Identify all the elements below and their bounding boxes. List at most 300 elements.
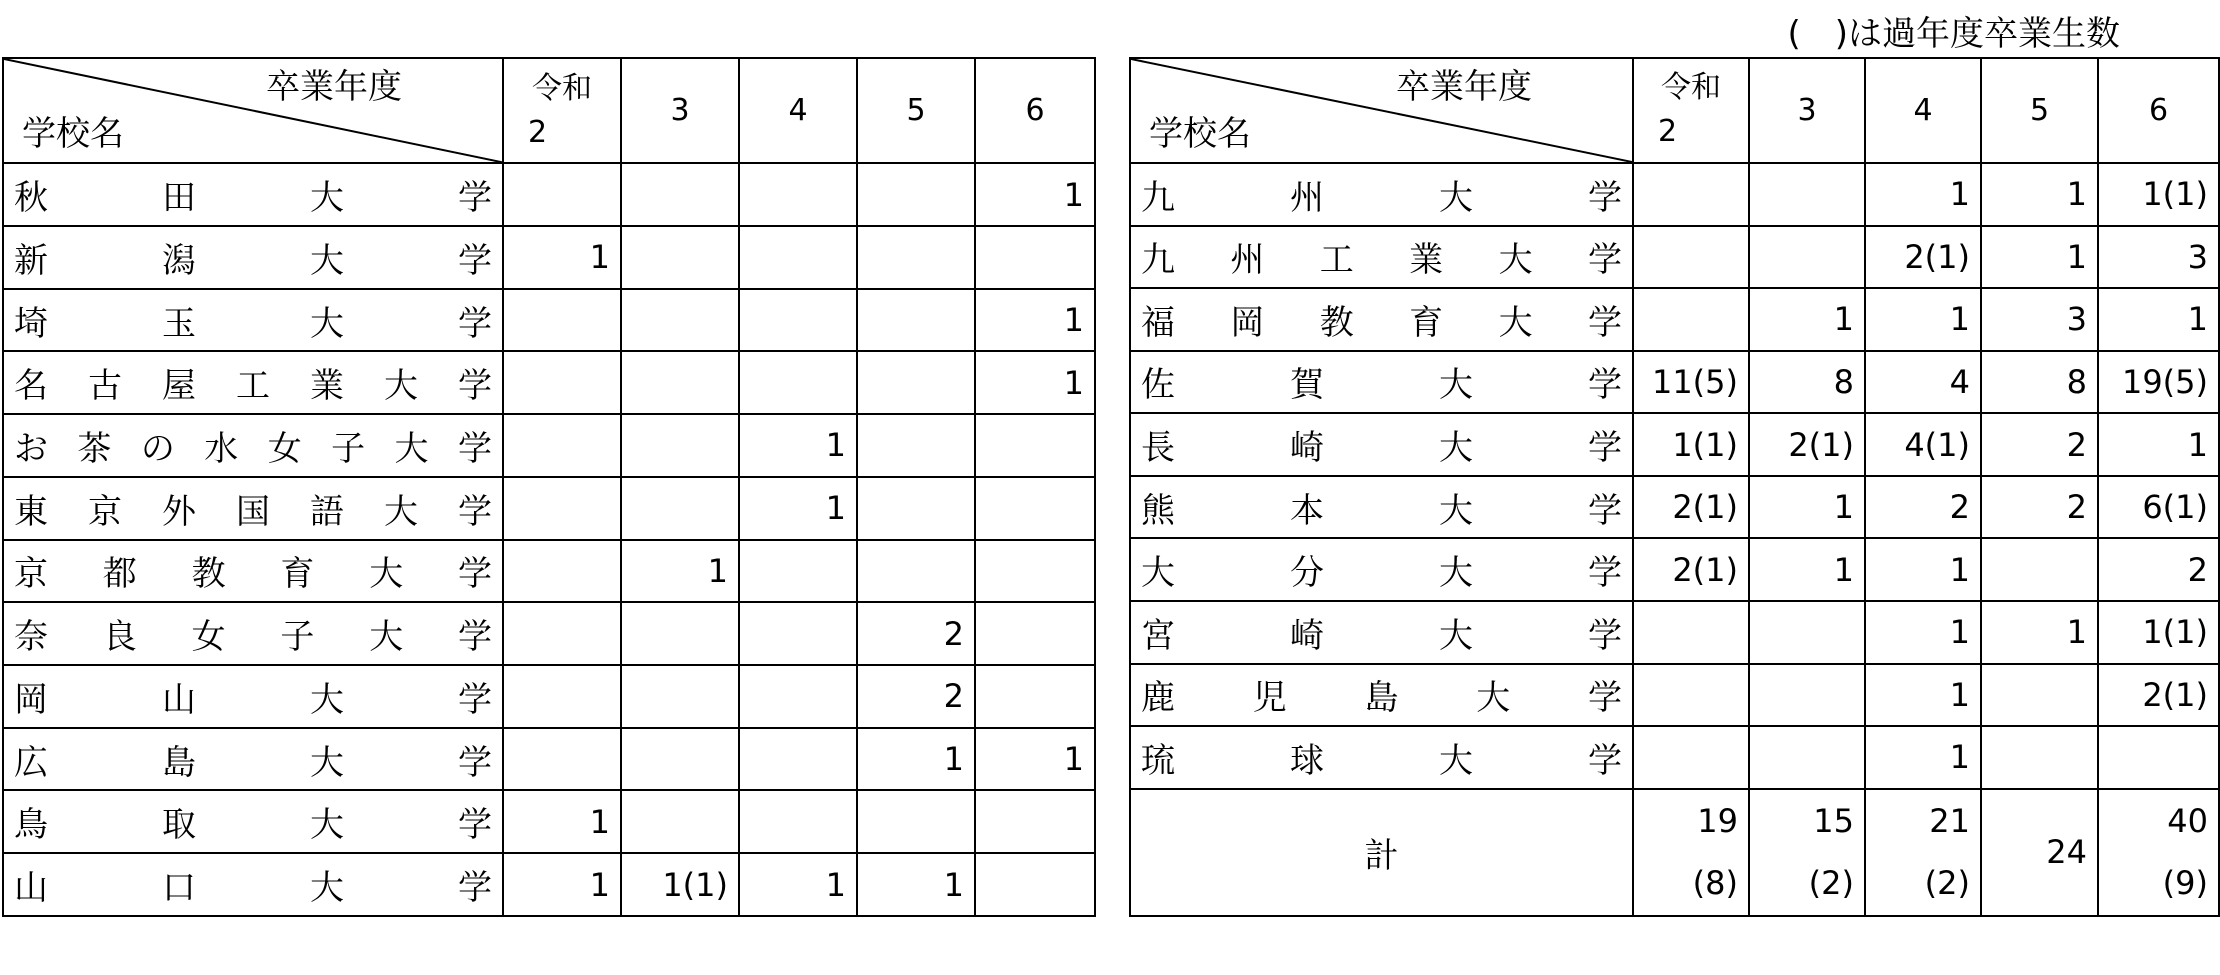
graduate-count-cell — [1749, 601, 1865, 664]
graduate-count-cell: 1 — [857, 853, 975, 916]
school-name-char: 大 — [1439, 365, 1473, 406]
school-name-char: 大 — [310, 868, 344, 909]
school-name — [14, 358, 492, 407]
school-name — [1141, 733, 1622, 782]
graduate-count-cell — [503, 665, 621, 728]
year-header-r6: 6 — [2098, 58, 2219, 163]
total-past-count: (8) — [1692, 864, 1738, 903]
graduate-count-cell: 1 — [2098, 288, 2219, 351]
school-name-cell — [1130, 226, 1633, 289]
school-name — [14, 860, 492, 909]
school-name-char: 鳥 — [14, 805, 48, 846]
graduate-count-cell: 1(1) — [2098, 601, 2219, 664]
graduate-count-cell — [621, 226, 739, 289]
graduate-count-cell: 2 — [857, 602, 975, 665]
graduate-count-cell — [1749, 664, 1865, 727]
graduate-count-cell — [739, 602, 857, 665]
school-name-cell — [1130, 664, 1633, 727]
school-name-char: 大 — [310, 303, 344, 344]
graduate-count-cell: 2(1) — [2098, 664, 2219, 727]
graduate-count-cell — [739, 226, 857, 289]
total-label: 計 — [1130, 789, 1633, 916]
school-name-char: 大 — [1439, 553, 1473, 594]
graduate-count-cell — [1749, 726, 1865, 789]
school-name-char: 大 — [384, 366, 418, 407]
graduate-count-cell: 1 — [1749, 288, 1865, 351]
year-header-r2: 令和 2 — [1633, 58, 1749, 163]
school-name-char: 国 — [236, 491, 270, 532]
school-name-char: 学 — [458, 868, 492, 909]
graduate-count-cell — [1749, 226, 1865, 289]
graduate-count-cell — [975, 665, 1095, 728]
school-name-char: 学 — [1588, 490, 1622, 531]
graduate-count-cell — [503, 351, 621, 414]
table-row — [3, 414, 1095, 477]
school-name-char: 学 — [458, 679, 492, 720]
graduate-count-cell — [503, 602, 621, 665]
graduate-count-cell: 1 — [1865, 163, 1981, 226]
school-name — [14, 609, 492, 658]
school-name-cell — [3, 665, 503, 728]
school-name-cell — [3, 289, 503, 352]
graduate-count-cell: 1(1) — [621, 853, 739, 916]
school-name-char: 大 — [1498, 302, 1533, 343]
graduate-count-cell — [857, 540, 975, 603]
school-name-char: 岡 — [14, 679, 48, 720]
school-name — [1141, 420, 1622, 469]
school-name-char: 大 — [1498, 240, 1533, 281]
school-name-cell — [3, 602, 503, 665]
table-row — [3, 790, 1095, 853]
school-name-char: 島 — [162, 742, 196, 783]
school-name-char: 岡 — [1230, 302, 1265, 343]
total-count: 40 — [2167, 802, 2208, 841]
school-name-char: 宮 — [1141, 615, 1175, 656]
school-name — [1141, 295, 1622, 344]
school-name-cell — [3, 414, 503, 477]
table-row — [1130, 664, 2219, 727]
graduate-count-cell: 3 — [1981, 288, 2098, 351]
school-name-char: 工 — [1319, 240, 1354, 281]
school-name — [14, 735, 492, 784]
school-name-char: 語 — [310, 491, 344, 532]
graduate-count-cell: 3 — [2098, 226, 2219, 289]
school-name-cell — [1130, 288, 1633, 351]
school-name-char: 琉 — [1141, 740, 1175, 781]
table-row — [1130, 726, 2219, 789]
school-name-cell — [1130, 413, 1633, 476]
right-header-row — [1130, 58, 2219, 163]
school-name-char: 工 — [236, 366, 270, 407]
school-name — [14, 170, 492, 219]
table-row — [3, 665, 1095, 728]
graduate-count-cell: 1 — [503, 226, 621, 289]
total-past-count: (9) — [2162, 864, 2208, 903]
graduate-count-cell — [739, 351, 857, 414]
year-header-r5: 5 — [1981, 58, 2098, 163]
school-name-char: 州 — [1230, 240, 1265, 281]
school-name-cell — [3, 790, 503, 853]
graduate-count-cell: 1 — [1749, 476, 1865, 539]
graduate-count-cell — [1633, 163, 1749, 226]
school-name-char: 大 — [384, 491, 418, 532]
graduate-count-cell: 2 — [1981, 413, 2098, 476]
graduate-count-cell: 2 — [857, 665, 975, 728]
graduate-count-cell — [621, 414, 739, 477]
school-name — [14, 233, 492, 282]
school-name — [1141, 170, 1622, 219]
graduate-count-cell — [1633, 726, 1749, 789]
school-name-char: の — [140, 428, 175, 469]
school-name-char: 業 — [310, 366, 344, 407]
graduate-count-cell: 2(1) — [1865, 226, 1981, 289]
graduate-count-cell — [1981, 664, 2098, 727]
school-name-char: 大 — [310, 679, 344, 720]
graduate-count-cell — [857, 790, 975, 853]
graduate-count-cell — [857, 351, 975, 414]
graduate-count-cell — [975, 853, 1095, 916]
graduate-count-cell — [739, 540, 857, 603]
school-name-cell — [3, 351, 503, 414]
year-header-r4: 4 — [1865, 58, 1981, 163]
graduate-count-cell: 2(1) — [1633, 476, 1749, 539]
school-name-char: 賀 — [1290, 365, 1324, 406]
graduate-count-cell: 2(1) — [1749, 413, 1865, 476]
total-cell — [1633, 789, 1749, 916]
graduate-count-cell: 4(1) — [1865, 413, 1981, 476]
year-header-r3: 3 — [1749, 58, 1865, 163]
graduate-count-cell: 1 — [1981, 601, 2098, 664]
graduate-count-cell: 1 — [857, 728, 975, 791]
school-name-char: 学 — [457, 617, 492, 658]
school-name-char: 福 — [1141, 302, 1175, 343]
graduate-count-cell: 1 — [1865, 664, 1981, 727]
school-name-char: 外 — [162, 491, 196, 532]
school-name-char: 茶 — [77, 428, 112, 469]
school-name-char: 取 — [162, 805, 196, 846]
school-name-char: 学 — [1588, 177, 1622, 218]
school-name-char: 児 — [1252, 678, 1287, 719]
graduate-count-cell — [621, 665, 739, 728]
graduate-count-cell: 19(5) — [2098, 351, 2219, 414]
school-name — [1141, 483, 1622, 532]
school-name-char: 大 — [310, 805, 344, 846]
graduate-count-cell: 1 — [975, 351, 1095, 414]
graduate-count-cell — [975, 226, 1095, 289]
school-name-char: 大 — [1439, 177, 1473, 218]
school-name-char: 大 — [1439, 428, 1473, 469]
school-name-cell — [3, 540, 503, 603]
graduate-count-cell: 1 — [503, 853, 621, 916]
graduate-count-cell — [503, 477, 621, 540]
school-name-char: 大 — [394, 428, 429, 469]
school-name-char: 学 — [458, 491, 492, 532]
total-count: 15 — [1813, 802, 1854, 841]
school-name-char: 学 — [1588, 365, 1622, 406]
school-name-char: 京 — [14, 554, 48, 595]
graduate-count-cell: 1 — [1981, 163, 2098, 226]
total-cell — [1749, 789, 1865, 916]
school-name-char: 学 — [1588, 428, 1622, 469]
school-name-cell — [1130, 476, 1633, 539]
table-row — [1130, 351, 2219, 414]
graduate-count-cell: 1 — [739, 853, 857, 916]
school-name-char: 学 — [457, 428, 492, 469]
school-name-char: 学 — [458, 805, 492, 846]
graduation-year-label: 卒業年度 — [266, 67, 402, 107]
school-name-char: 山 — [14, 868, 48, 909]
school-name-char: 大 — [1439, 615, 1473, 656]
graduate-count-cell: 1 — [1981, 226, 2098, 289]
graduate-count-cell — [739, 163, 857, 226]
school-name-char: 大 — [369, 617, 404, 658]
school-name-char: 大 — [1141, 553, 1175, 594]
graduate-count-cell: 1 — [1865, 538, 1981, 601]
school-name-char: 九 — [1141, 177, 1175, 218]
school-name — [1141, 357, 1622, 406]
school-name — [14, 421, 492, 470]
school-name-char: 鹿 — [1141, 678, 1175, 719]
school-name-char: 大 — [1476, 678, 1511, 719]
table-row — [3, 163, 1095, 226]
left-header-row — [3, 58, 1095, 163]
school-name-char: 学 — [1587, 302, 1622, 343]
school-name-char: 学 — [1588, 553, 1622, 594]
year-header-r4: 4 — [739, 58, 857, 163]
table-row — [1130, 601, 2219, 664]
school-name-char: 埼 — [14, 303, 48, 344]
graduate-count-cell: 8 — [1749, 351, 1865, 414]
school-name-cell — [3, 728, 503, 791]
school-name-char: 秋 — [14, 178, 48, 219]
school-name-char: 子 — [331, 428, 366, 469]
school-name-char: 学 — [458, 240, 492, 281]
graduate-count-cell — [621, 289, 739, 352]
school-name-char: 新 — [14, 240, 48, 281]
table-row — [3, 226, 1095, 289]
school-name-char: 学 — [457, 554, 492, 595]
graduate-count-cell — [621, 163, 739, 226]
graduate-count-cell — [503, 728, 621, 791]
school-name-char: 球 — [1290, 740, 1324, 781]
graduate-count-cell — [739, 790, 857, 853]
graduate-count-cell: 1 — [1749, 538, 1865, 601]
school-name-char: 屋 — [162, 366, 196, 407]
school-name-char: 口 — [162, 868, 196, 909]
school-name-char: 女 — [191, 617, 226, 658]
graduate-count-cell — [503, 163, 621, 226]
school-name-char: 島 — [1364, 678, 1399, 719]
school-name-char: 業 — [1409, 240, 1444, 281]
table-row — [1130, 538, 2219, 601]
school-name-cell — [3, 226, 503, 289]
school-name-char: 本 — [1290, 490, 1324, 531]
school-name-char: 育 — [1409, 302, 1444, 343]
total-count: 24 — [2046, 833, 2087, 872]
school-name-char: 女 — [267, 428, 302, 469]
graduate-count-cell: 1 — [975, 289, 1095, 352]
year-header-r2: 令和 2 — [503, 58, 621, 163]
table-row — [1130, 413, 2219, 476]
total-cell — [1865, 789, 1981, 916]
school-name-char: 学 — [1588, 678, 1622, 719]
school-name-cell — [3, 853, 503, 916]
past-graduates-note: ( )は過年度卒業生数 — [1787, 14, 2120, 54]
school-name-cell — [1130, 601, 1633, 664]
school-name-char: 育 — [280, 554, 315, 595]
graduate-count-cell — [621, 602, 739, 665]
school-name-char: 古 — [88, 366, 122, 407]
school-name-char: 学 — [1588, 615, 1622, 656]
graduate-count-cell — [1981, 726, 2098, 789]
table-row — [3, 477, 1095, 540]
school-name-char: 学 — [458, 742, 492, 783]
graduate-count-cell — [975, 790, 1095, 853]
school-name-char: 潟 — [162, 240, 196, 281]
school-name-char: 大 — [310, 240, 344, 281]
total-cell — [1981, 789, 2098, 916]
year-header-r3: 3 — [621, 58, 739, 163]
school-name-char: 分 — [1290, 553, 1324, 594]
graduate-count-cell: 1 — [975, 728, 1095, 791]
graduate-count-cell: 6(1) — [2098, 476, 2219, 539]
school-name-cell — [1130, 351, 1633, 414]
school-name-char: 都 — [102, 554, 137, 595]
graduate-count-cell — [739, 289, 857, 352]
graduate-count-cell — [503, 289, 621, 352]
school-name-char: 大 — [310, 178, 344, 219]
table-row — [3, 853, 1095, 916]
school-name — [1141, 545, 1622, 594]
school-name-char: 佐 — [1141, 365, 1175, 406]
school-name — [1141, 670, 1622, 719]
graduate-count-cell: 1 — [1865, 726, 1981, 789]
table-row — [3, 602, 1095, 665]
school-name-char: 教 — [191, 554, 226, 595]
school-name — [14, 672, 492, 721]
graduate-count-cell: 1 — [739, 414, 857, 477]
school-name-char: 九 — [1141, 240, 1175, 281]
graduate-count-cell — [1633, 288, 1749, 351]
school-name-char: 学 — [1588, 740, 1622, 781]
graduate-count-cell: 1(1) — [1633, 413, 1749, 476]
graduate-count-cell — [621, 477, 739, 540]
graduate-count-cell: 1(1) — [2098, 163, 2219, 226]
total-past-count: (2) — [1808, 864, 1854, 903]
school-name-cell — [3, 163, 503, 226]
school-name-char: 大 — [310, 742, 344, 783]
diagonal-header-cell — [1130, 58, 1633, 163]
graduate-count-cell: 2 — [2098, 538, 2219, 601]
school-name — [14, 484, 492, 533]
school-name-char: 大 — [1439, 490, 1473, 531]
total-past-count: (2) — [1924, 864, 1970, 903]
school-name-char: 山 — [162, 679, 196, 720]
diagonal-header-cell — [3, 58, 503, 163]
school-name-char: 水 — [204, 428, 239, 469]
graduate-count-cell — [1749, 163, 1865, 226]
school-name-char: 東 — [14, 491, 48, 532]
school-name-char: 学 — [458, 178, 492, 219]
school-name-char: 田 — [162, 178, 196, 219]
graduate-count-cell: 2 — [1981, 476, 2098, 539]
school-name-char: 京 — [88, 491, 122, 532]
year-header-r6: 6 — [975, 58, 1095, 163]
school-name — [14, 546, 492, 595]
graduate-count-cell — [975, 414, 1095, 477]
graduate-count-cell: 4 — [1865, 351, 1981, 414]
graduate-count-cell — [2098, 726, 2219, 789]
school-name-char: 熊 — [1141, 490, 1175, 531]
graduate-count-cell — [621, 728, 739, 791]
school-name — [14, 797, 492, 846]
graduate-count-cell — [975, 540, 1095, 603]
school-name — [1141, 232, 1622, 281]
school-name-char: 長 — [1141, 428, 1175, 469]
graduate-count-cell — [1981, 538, 2098, 601]
school-name-char: 大 — [369, 554, 404, 595]
school-name-char: 教 — [1319, 302, 1354, 343]
graduate-count-cell: 1 — [975, 163, 1095, 226]
school-name-cell — [1130, 726, 1633, 789]
graduate-count-cell: 1 — [1865, 288, 1981, 351]
school-name-char: お — [14, 428, 48, 469]
graduate-count-cell — [739, 665, 857, 728]
table-row — [1130, 163, 2219, 226]
school-name-char: 大 — [1439, 740, 1473, 781]
table-row — [3, 289, 1095, 352]
table-row — [3, 351, 1095, 414]
graduate-count-cell — [1633, 601, 1749, 664]
school-name-char: 崎 — [1290, 615, 1324, 656]
graduate-count-cell — [503, 540, 621, 603]
graduate-count-cell — [621, 351, 739, 414]
school-name-char: 学 — [1587, 240, 1622, 281]
graduate-count-cell: 11(5) — [1633, 351, 1749, 414]
graduate-count-cell — [857, 289, 975, 352]
graduate-count-cell — [857, 477, 975, 540]
total-count: 21 — [1929, 802, 1970, 841]
graduate-count-cell: 1 — [503, 790, 621, 853]
school-name-char: 子 — [280, 617, 315, 658]
graduate-count-cell: 2 — [1865, 476, 1981, 539]
graduate-count-cell: 1 — [1865, 601, 1981, 664]
school-name-char: 学 — [458, 366, 492, 407]
right-university-table — [1129, 57, 2220, 917]
graduate-count-cell — [503, 414, 621, 477]
table-row — [1130, 288, 2219, 351]
school-name — [1141, 608, 1622, 657]
school-name-cell — [3, 477, 503, 540]
graduate-count-cell — [621, 790, 739, 853]
school-name-char: 名 — [14, 366, 48, 407]
table-row — [3, 540, 1095, 603]
graduate-count-cell: 1 — [621, 540, 739, 603]
graduate-count-cell: 1 — [739, 477, 857, 540]
graduate-count-cell — [857, 163, 975, 226]
school-name-cell — [1130, 163, 1633, 226]
graduate-count-cell — [1633, 664, 1749, 727]
school-name-char: 学 — [458, 303, 492, 344]
school-name — [14, 296, 492, 345]
graduate-count-cell — [975, 477, 1095, 540]
school-name-char: 州 — [1290, 177, 1324, 218]
graduate-count-cell: 1 — [2098, 413, 2219, 476]
graduate-count-cell — [1633, 226, 1749, 289]
year-header-r5: 5 — [857, 58, 975, 163]
school-name-char: 良 — [102, 617, 137, 658]
table-row — [3, 728, 1095, 791]
